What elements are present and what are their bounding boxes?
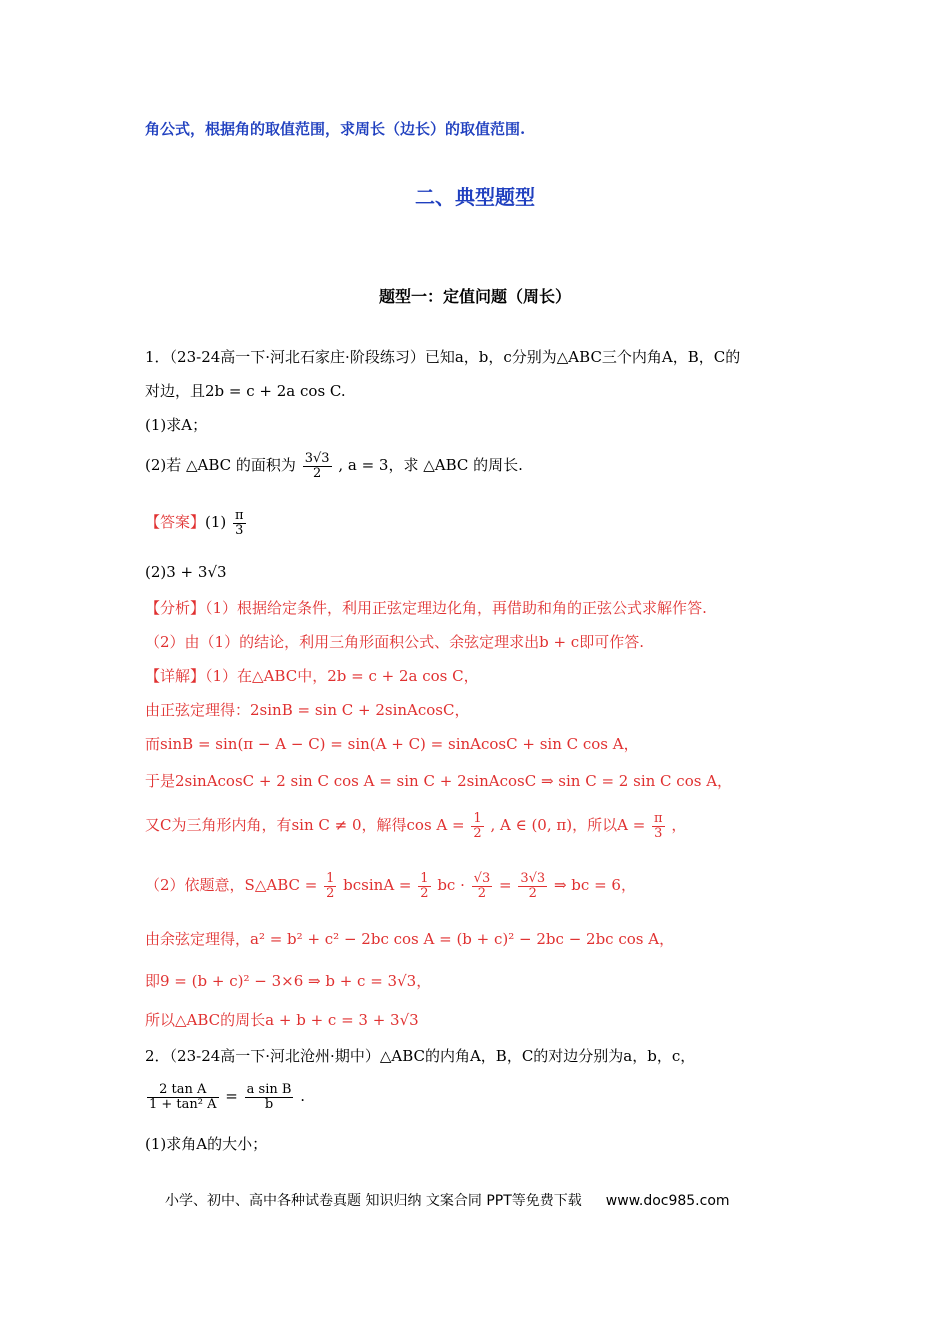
detail6-d: = bbox=[499, 876, 512, 894]
q2-lhs-fraction bbox=[147, 1083, 219, 1112]
detail6-fraction2 bbox=[418, 872, 430, 901]
detail5-num: 1 bbox=[473, 810, 482, 826]
q1-detail3: 而sinB = sin(π − A − C) = sin(A + C) = sinAcosC + sin C cos A， bbox=[145, 735, 639, 753]
q1-part2-b: , a = 3，求 △ABC 的周长. bbox=[338, 456, 523, 474]
subsection-title: 题型一：定值问题（周长） bbox=[378, 287, 571, 306]
q1-detail1 bbox=[145, 665, 890, 687]
detail6-a: （2）依题意，S△ABC = bbox=[145, 876, 318, 894]
detail6-e: ⇒ bc = 6， bbox=[553, 876, 636, 894]
q1-part2-fraction bbox=[303, 452, 332, 481]
detail6-fraction3 bbox=[472, 872, 493, 901]
detail5-den2: 3 bbox=[654, 825, 663, 841]
q1-detail5 bbox=[145, 808, 890, 842]
q2-equation bbox=[145, 1076, 890, 1116]
detail6-d1: 2 bbox=[326, 885, 335, 901]
detail6-n3: √3 bbox=[473, 870, 491, 886]
detail5-b: , A ∈ (0, π)，所以A = bbox=[490, 816, 646, 834]
answer-label: 【答案】 bbox=[145, 513, 206, 531]
detail6-c: bc · bbox=[437, 876, 465, 894]
detail6-n1: 1 bbox=[326, 870, 335, 886]
answer1-prefix: (1) bbox=[205, 513, 227, 531]
footer bbox=[165, 1190, 730, 1210]
q2-eq: = bbox=[225, 1087, 238, 1105]
q2-rhs-fraction bbox=[245, 1083, 294, 1112]
detail5-fraction2 bbox=[652, 812, 665, 841]
q1-detail6 bbox=[145, 866, 890, 904]
q1-part2-a: (2)若 △ABC 的面积为 bbox=[145, 456, 296, 474]
q1-analysis1 bbox=[145, 597, 890, 619]
answer1-fraction bbox=[233, 509, 246, 538]
q2-lhs-den: 1 + tan² A bbox=[149, 1096, 217, 1112]
detail5-den: 2 bbox=[473, 825, 482, 841]
detail5-fraction1 bbox=[471, 812, 483, 841]
q1-analysis2: （2）由（1）的结论，利用三角形面积公式、余弦定理求出b + c即可作答. bbox=[145, 633, 644, 651]
q2-rhs-num: a sin B bbox=[246, 1081, 292, 1097]
footer-text: 小学、初中、高中各种试卷真题 知识归纳 文案合同 PPT等免费下载 bbox=[165, 1193, 582, 1209]
q1-detail4: 于是2sinAcosC + 2 sin C cos A = sin C + 2sinAcosC ⇒ sin C = 2 sin C cos A， bbox=[145, 772, 733, 790]
q1-answer1 bbox=[145, 505, 890, 539]
q1-line1: 1．（23-24高一下·河北石家庄·阶段练习）已知a，b，c分别为△ABC三个内角A，B，C的 bbox=[145, 348, 741, 366]
q1-part2-num: 3√3 bbox=[304, 450, 330, 466]
q2-lhs-num: 2 tan A bbox=[147, 1083, 219, 1098]
detail6-n2: 1 bbox=[420, 870, 429, 886]
q1-line2: 对边，且2b = c + 2a cos C. bbox=[145, 382, 346, 400]
q1-detail7: 由余弦定理得，a² = b² + c² − 2bc cos A = (b + c)² − 2bc − 2bc cos A， bbox=[145, 930, 675, 948]
q2-part1: (1)求角A的大小； bbox=[145, 1135, 268, 1153]
analysis-label: 【分析】 bbox=[145, 599, 206, 617]
q1-detail8: 即9 = (b + c)² − 3×6 ⇒ b + c = 3√3， bbox=[145, 972, 432, 990]
detail6-d4: 2 bbox=[528, 885, 537, 901]
detail6-b: bcsinA = bbox=[343, 876, 412, 894]
answer1-den: 3 bbox=[235, 522, 244, 538]
answer1-num: π bbox=[235, 507, 244, 523]
q1-detail2: 由正弦定理得：2sinB = sin C + 2sinAcosC， bbox=[145, 701, 470, 719]
detail6-d2: 2 bbox=[420, 885, 429, 901]
q2-rhs-den: b bbox=[264, 1096, 274, 1112]
section-title: 二、典型题型 bbox=[415, 185, 535, 209]
q1-part2 bbox=[145, 448, 890, 482]
q1-part1: (1)求A； bbox=[145, 416, 208, 434]
detail5-c: ， bbox=[671, 816, 687, 834]
footer-url[interactable]: www.doc985.com bbox=[605, 1193, 730, 1209]
detail6-d3: 2 bbox=[477, 885, 487, 901]
detail5-a: 又C为三角形内角，有sin C ≠ 0，解得cos A = bbox=[145, 816, 465, 834]
detail6-fraction1 bbox=[324, 872, 336, 901]
detail-label: 【详解】 bbox=[145, 667, 206, 685]
analysis1-text: （1）根据给定条件，利用正弦定理边化角，再借助和角的正弦公式求解作答. bbox=[205, 599, 707, 617]
q2-end: . bbox=[300, 1087, 305, 1105]
q2-line1: 2．（23-24高一下·河北沧州·期中）△ABC的内角A，B，C的对边分别为a，b，c， bbox=[145, 1047, 696, 1065]
q1-detail9: 所以△ABC的周长a + b + c = 3 + 3√3 bbox=[145, 1011, 419, 1029]
q1-answer2: (2)3 + 3√3 bbox=[145, 563, 227, 581]
intro-line: 角公式，根据角的取值范围，求周长（边长）的取值范围. bbox=[145, 120, 526, 138]
detail6-n4: 3√3 bbox=[520, 870, 546, 886]
detail1-text: （1）在△ABC中，2b = c + 2a cos C， bbox=[205, 667, 479, 685]
detail6-fraction4 bbox=[518, 872, 547, 901]
q1-part2-den: 2 bbox=[312, 465, 322, 481]
detail5-num2: π bbox=[654, 810, 663, 826]
